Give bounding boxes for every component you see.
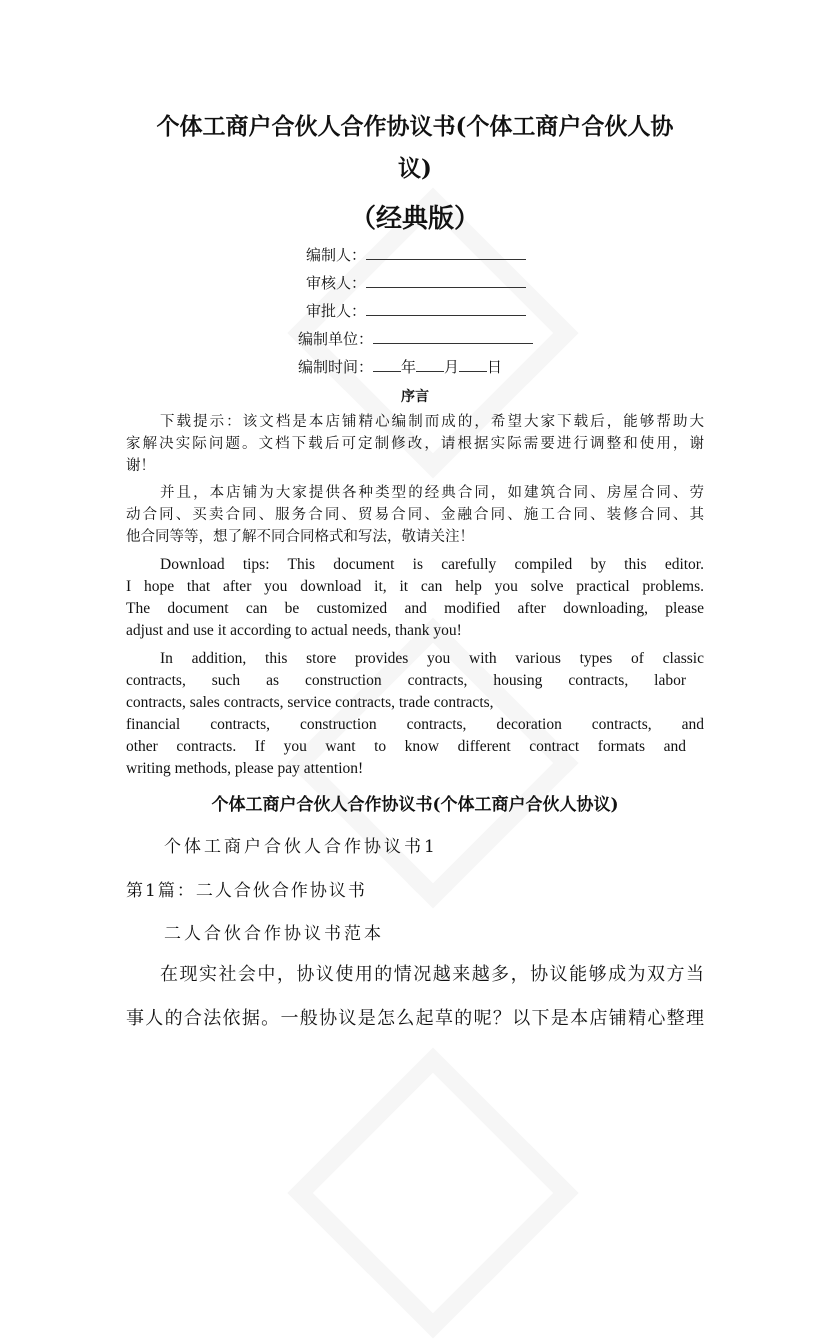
form-reviewer [306, 272, 526, 293]
preface-p2-line: 他合同等等，想了解不同合同格式和写法，敬请关注！ [126, 529, 474, 545]
preface-p2-line: 动合同、买卖合同、服务合同、贸易合同、金融合同、施工合同、装修合同、其 [126, 507, 704, 523]
subheading: 个体工商户合伙人合作协议书1 [164, 837, 438, 857]
watermark [287, 1047, 578, 1338]
unit-blank[interactable] [373, 329, 533, 344]
editor-label: 编制人： [306, 246, 367, 264]
document-title-line2: 议) [398, 155, 432, 182]
preface-p4-line: financial contracts, construction contracts, decoration contracts, and [126, 716, 704, 733]
day-label: 日 [487, 358, 503, 376]
form-editor [306, 244, 526, 265]
preface-p2-line: 并且，本店铺为大家提供各种类型的经典合同，如建筑合同、房屋合同、劳 [160, 485, 704, 501]
document-title-line1: 个体工商户合伙人合作协议书(个体工商户合伙人协 [156, 113, 674, 140]
day-blank[interactable] [459, 357, 487, 372]
preface-p4-line: writing methods, please pay attention! [126, 760, 364, 777]
form-unit [298, 328, 533, 349]
unit-label: 编制单位： [298, 330, 374, 348]
month-label: 月 [444, 358, 460, 376]
preface-p3-line: adjust and use it according to actual needs, thank you! [126, 622, 462, 639]
time-label: 编制时间： [298, 358, 374, 376]
year-label: 年 [401, 358, 417, 376]
preface-heading: 序言 [401, 389, 429, 405]
reviewer-blank[interactable] [366, 273, 526, 288]
preface-p3-line: Download tips: This document is carefully compiled by this editor. [160, 556, 704, 573]
approver-blank[interactable] [366, 301, 526, 316]
editor-blank[interactable] [366, 245, 526, 260]
preface-p3-line: I hope that after you download it, it can help you solve practical problems. [126, 578, 704, 595]
section-heading: 个体工商户合伙人合作协议书(个体工商户合伙人协议) [211, 795, 619, 815]
reviewer-label: 审核人： [306, 274, 367, 292]
preface-p3-line: The document can be customized and modified after downloading, please [126, 600, 704, 617]
preface-p4-line: contracts, such as construction contracts, housing contracts, labor [126, 672, 686, 689]
preface-p4-line: In addition, this store provides you with various types of classic [160, 650, 704, 667]
preface-p4-line: other contracts. If you want to know different contract formats and [126, 738, 686, 755]
form-time [298, 356, 502, 377]
preface-p1-line: 下载提示：该文档是本店铺精心编制而成的，希望大家下载后，能够帮助大 [160, 414, 704, 430]
preface-p1-line: 家解决实际问题。文档下载后可定制修改，请根据实际需要进行调整和使用，谢 [126, 436, 704, 452]
chapter-title: 第1篇：二人合伙合作协议书 [126, 881, 367, 901]
preface-p4-line: contracts, sales contracts, service contracts, trade contracts, [126, 694, 494, 711]
body-line: 事人的合法依据。一般协议是怎么起草的呢？以下是本店铺精心整理 [126, 1008, 704, 1029]
preface-p1-line: 谢！ [126, 458, 155, 474]
year-blank[interactable] [373, 357, 401, 372]
edition-label: （经典版） [349, 204, 480, 234]
chapter-subtitle: 二人合伙合作协议书范本 [164, 924, 384, 944]
month-blank[interactable] [416, 357, 444, 372]
body-line: 在现实社会中，协议使用的情况越来越多，协议能够成为双方当 [160, 964, 704, 985]
form-approver [306, 300, 526, 321]
approver-label: 审批人： [306, 302, 367, 320]
